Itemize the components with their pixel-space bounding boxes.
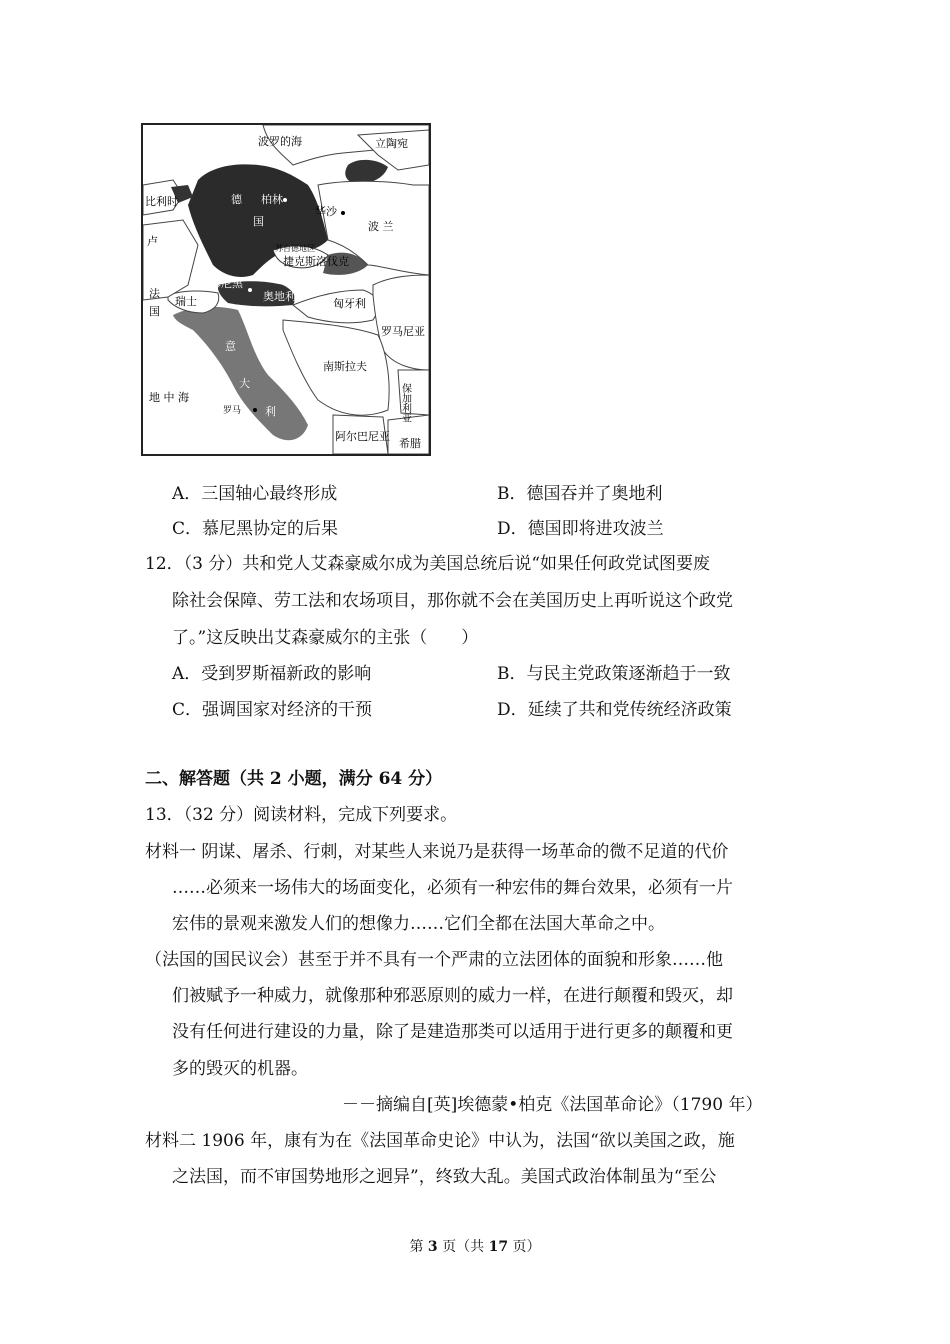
q13-stem: 13．（32 分）阅读材料，完成下列要求。: [145, 805, 458, 825]
label-romania: 罗马尼亚: [381, 325, 425, 338]
q11-option-a-text: 三国轴心最终形成: [201, 484, 338, 504]
europe-map-figure: [141, 123, 431, 456]
q13-material1-line7: 多的毁灭的机器。: [172, 1059, 308, 1079]
label-mediterranean: 地 中 海: [149, 391, 189, 404]
q12-option-b[interactable]: B．与民主党政策逐渐趋于一致: [497, 664, 731, 684]
label-italy-1: 意: [225, 340, 236, 353]
q11-option-c-key: C: [172, 519, 186, 539]
label-berlin: 柏林: [261, 193, 283, 206]
q12-option-c-text: 强调国家对经济的干预: [202, 700, 373, 720]
q11-option-d-text: 德国即将进攻波兰: [527, 519, 664, 539]
label-albania: 阿尔巴尼亚: [335, 430, 390, 443]
label-france-1: 法: [149, 287, 160, 300]
q12-option-a-text: 受到罗斯福新政的影响: [201, 664, 372, 684]
label-sudeten: 苏台德地区: [275, 244, 315, 253]
label-france-2: 国: [149, 305, 160, 318]
q12-option-d-text: 延续了共和党传统经济政策: [527, 700, 732, 720]
label-italy-2: 大: [239, 377, 250, 390]
label-bulgaria: 保加利亚: [399, 383, 411, 423]
q11-option-a[interactable]: A．三国轴心最终形成: [172, 484, 338, 504]
label-greece: 希腊: [399, 437, 421, 450]
rome-dot: [253, 408, 257, 412]
q13-material1-line1: 材料一 阴谋、屠杀、行刺，对某些人来说乃是获得一场革命的微不足道的代价: [145, 842, 729, 862]
q13-material1-source: －－摘编自[英]埃德蒙•柏克《法国革命论》（1790 年）: [342, 1095, 763, 1115]
label-belgium: 比利时: [145, 195, 178, 208]
q12-option-d-key: D: [497, 700, 511, 720]
warsaw-dot: [341, 211, 345, 215]
q13-material1-line2: ……必须来一场伟大的场面变化，必须有一种宏伟的舞台效果，必须有一片: [172, 878, 733, 898]
q12-option-b-text: 与民主党政策逐渐趋于一致: [526, 664, 731, 684]
q12-option-d[interactable]: D．延续了共和党传统经济政策: [497, 700, 732, 720]
footer-suffix: 页）: [508, 1239, 541, 1255]
label-italy-3: 利: [265, 405, 276, 418]
q12-option-a[interactable]: A．受到罗斯福新政的影响: [172, 664, 372, 684]
q13-material1-line3: 宏伟的景观来激发人们的想像力……它们全都在法国大革命之中。: [172, 914, 665, 934]
munich-dot: [248, 288, 252, 292]
q12-option-b-key: B: [497, 664, 510, 684]
q12-stem-line2: 除社会保障、劳工法和农场项目，那你就不会在美国历史上再听说这个政党: [172, 591, 733, 611]
east-prussia-shape: [345, 160, 388, 184]
label-baltic: 波罗的海: [258, 135, 302, 148]
page-total: 17: [488, 1239, 509, 1255]
page-number: 3: [427, 1239, 438, 1255]
label-yugoslavia: 南斯拉夫: [323, 360, 367, 373]
q12-stem-line3: 了。”这反映出艾森豪威尔的主张（ ）: [172, 628, 479, 648]
q11-option-c-text: 慕尼黑协定的后果: [202, 519, 339, 539]
q13-material2-line1: 材料二 1906 年，康有为在《法国革命史论》中认为，法国“欲以美国之政，施: [145, 1131, 735, 1151]
europe-map: [143, 125, 429, 454]
q11-option-d-key: D: [497, 519, 511, 539]
label-austria: 奥地利: [263, 290, 296, 303]
q11-option-d[interactable]: D．德国即将进攻波兰: [497, 519, 664, 539]
q11-option-c[interactable]: C．慕尼黑协定的后果: [172, 519, 339, 539]
label-lithuania: 立陶宛: [375, 137, 408, 150]
label-munich: 慕尼黑: [210, 277, 243, 290]
page-footer: [0, 1238, 950, 1256]
q12-option-c-key: C: [172, 700, 186, 720]
q12-stem-line1: 12．（3 分）共和党人艾森豪威尔成为美国总统后说“如果任何政党试图要废: [145, 554, 711, 574]
footer-prefix: 第: [409, 1239, 428, 1255]
q12-option-a-key: A: [172, 664, 185, 684]
footer-middle: 页（共: [437, 1239, 489, 1255]
label-poland: 波 兰: [368, 220, 394, 233]
section-heading: 二、解答题（共 2 小题，满分 64 分）: [145, 769, 443, 789]
q12-option-c[interactable]: C．强调国家对经济的干预: [172, 700, 373, 720]
q13-material1-line4: （法国的国民议会）甚至于并不具有一个严肃的立法团体的面貌和形象……他: [145, 950, 723, 970]
q11-option-b-key: B: [497, 484, 510, 504]
label-warsaw: 华沙: [315, 205, 337, 218]
berlin-dot: [283, 198, 287, 202]
label-czechoslovakia: 捷克斯洛伐克: [283, 255, 349, 268]
label-germany-1: 德: [231, 193, 242, 206]
label-lux: 卢: [147, 235, 158, 248]
label-germany-2: 国: [253, 215, 264, 228]
q13-material2-line2: 之法国，而不审国势地形之迥异”，终致大乱。美国式政治体制虽为“至公: [172, 1167, 717, 1187]
q11-option-b[interactable]: B．德国吞并了奥地利: [497, 484, 663, 504]
q11-option-a-key: A: [172, 484, 185, 504]
label-switzerland: 瑞士: [175, 295, 197, 308]
label-hungary: 匈牙利: [333, 297, 366, 310]
q11-option-b-text: 德国吞并了奥地利: [526, 484, 663, 504]
label-rome: 罗马: [223, 406, 242, 416]
q13-material1-line5: 们被赋予一种威力，就像那种邪恶原则的威力一样，在进行颠覆和毁灭，却: [172, 986, 733, 1006]
q13-material1-line6: 没有任何进行建设的力量，除了是建造那类可以适用于进行更多的颠覆和更: [172, 1022, 733, 1042]
